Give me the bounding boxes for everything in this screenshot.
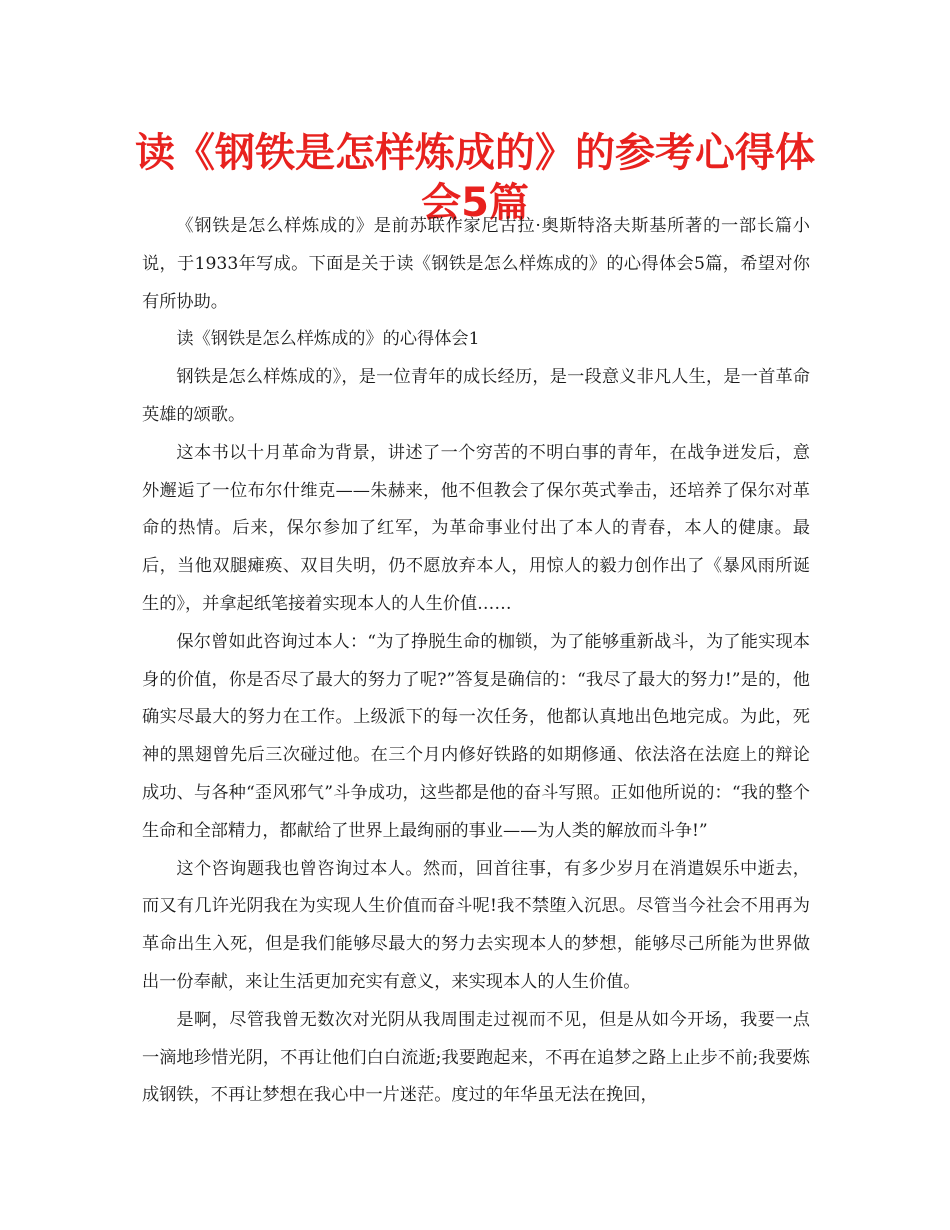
document-title: 读《钢铁是怎样炼成的》的参考心得体会5篇 (135, 130, 815, 226)
body-paragraph: 这个咨询题我也曾咨询过本人。然而，回首往事，有多少岁月在消遣娱乐中逝去，而又有几许光阴我在为实现人生价值而奋斗呢!我不禁堕入沉思。尽管当今社会不用再为革命出生入死，但是我们能够尽最大的努力去实现本人的梦想，能够尽己所能为世界做出一份奉献，来让生活更加充实有意义，来实现本人的人生价值。 (142, 858, 810, 992)
intro-paragraph: 《钢铁是怎么样炼成的》是前苏联作家尼古拉·奥斯特洛夫斯基所著的一部长篇小说，于1933年写成。下面是关于读《钢铁是怎么样炼成的》的心得体会5篇，希望对你有所协助。 (142, 216, 810, 312)
body-paragraph: 是啊，尽管我曾无数次对光阴从我周围走过视而不见，但是从如今开场，我要一点一滴地珍惜光阴，不再让他们白白流逝;我要跑起来，不再在追梦之路上止步不前;我要炼成钢铁，不再让梦想在我心中一片迷茫。度过的年华虽无法在挽回， (142, 1009, 810, 1106)
body-paragraph: 这本书以十月革命为背景，讲述了一个穷苦的不明白事的青年，在战争迸发后，意外邂逅了一位布尔什维克——朱赫来，他不但教会了保尔英式拳击，还培养了保尔对革命的热情。后来，保尔参加了红军，为革命事业付出了本人的青春，本人的健康。最后，当他双腿瘫痪、双目失明，仍不愿放弃本人，用惊人的毅力创作出了《暴风雨所诞生的》，并拿起纸笔接着实现本人的人生价值…… (142, 442, 810, 614)
body-paragraph: 钢铁是怎么样炼成的》，是一位青年的成长经历，是一段意义非凡人生，是一首革命英雄的颂歌。 (142, 367, 810, 425)
section-heading: 读《钢铁是怎么样炼成的》的心得体会1 (176, 329, 480, 350)
body-paragraph: 保尔曾如此咨询过本人：“为了挣脱生命的枷锁，为了能够重新战斗，为了能实现本身的价值，你是否尽了最大的努力了呢?”答复是确信的：“我尽了最大的努力!”是的，他确实尽最大的努力在工作。上级派下的每一次任务，他都认真地出色地完成。为此，死神的黑翅曾先后三次碰过他。在三个月内修好铁路的如期修通、依法洛在法庭上的辩论成功、与各种“歪风邪气”斗争成功，这些都是他的奋斗写照。正如他所说的：“我的整个生命和全部精力，都献给了世界上最绚丽的事业——为人类的解放而斗争!” (142, 631, 810, 841)
document-body (142, 210, 810, 1115)
